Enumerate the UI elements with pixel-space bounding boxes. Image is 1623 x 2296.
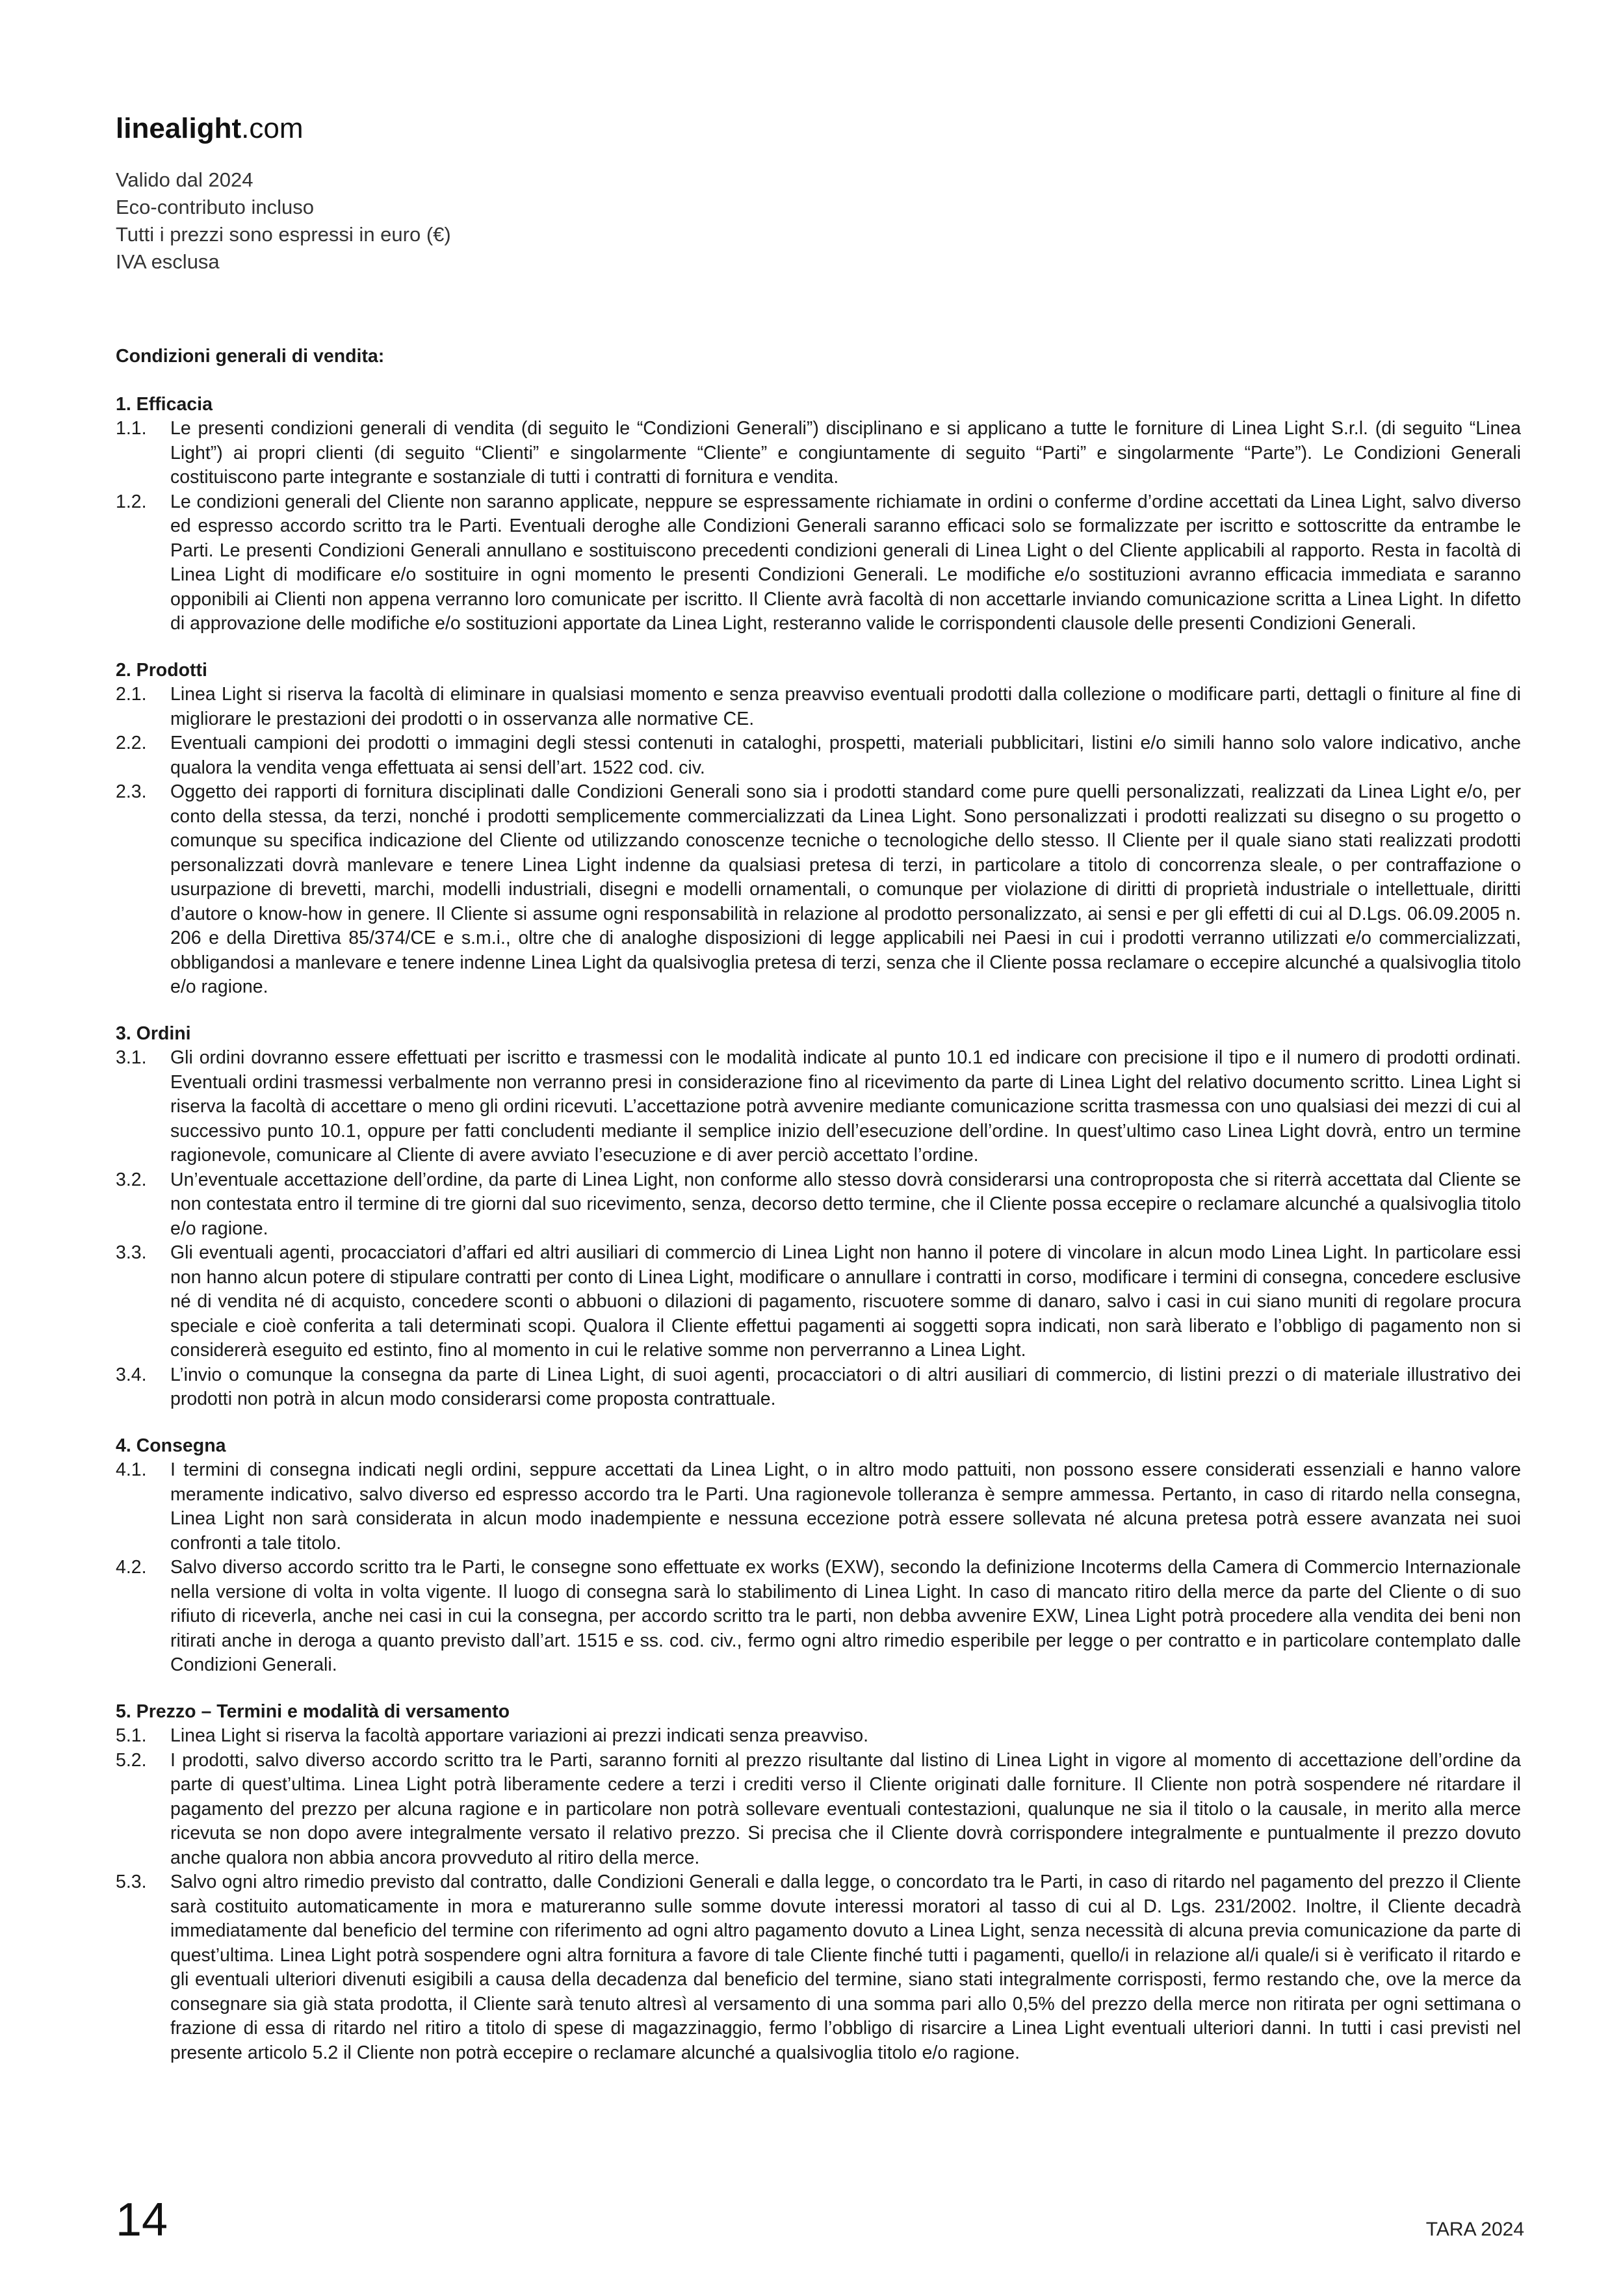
clause-number: 3.3. xyxy=(116,1242,147,1263)
clause-number: 4.2. xyxy=(116,1557,147,1578)
clause xyxy=(116,417,1521,490)
section-prezzo xyxy=(116,1700,1521,2066)
clause-text: Le condizioni generali del Cliente non saranno applicate, neppure se espressamente richiamate in ordini o conferme d’ordine accettati da Linea Light, salvo diverso ed espresso accordo scritto tra le Parti. Eventuali deroghe alle Condizioni Generali saranno efficaci solo se formalizzate per iscritto e sottoscritte da entrambe le Parti. Le presenti Condizioni Generali annullano e sostituiscono precedenti condizioni generali di Linea Light o del Cliente applicabili al rapporto. Resta in facoltà di Linea Light di modificare e/o sostituire in ogni momento le presenti Condizioni Generali. Le modifiche e/o sostituzioni avranno efficacia immediata e saranno opponibili ai Clienti non appena verranno loro comunicate per iscritto. Il Cliente avrà facoltà di non accettarle inviando comunicazione scritta a Linea Light. In difetto di approvazione delle modifiche e/o sostituzioni apportate da Linea Light, resteranno valide le corrispondenti clausole delle presenti Condizioni Generali. xyxy=(170,491,1521,634)
clause xyxy=(116,1363,1521,1412)
clause-number: 3.1. xyxy=(116,1047,147,1068)
clause xyxy=(116,1241,1521,1363)
clause xyxy=(116,1724,1521,1749)
section-title: 1. Efficacia xyxy=(116,393,213,415)
clause xyxy=(116,1046,1521,1168)
clause xyxy=(116,1168,1521,1242)
clause-number: 1.2. xyxy=(116,491,147,512)
clause-text: Un’eventuale accettazione dell’ordine, da parte di Linea Light, non conforme allo stesso dovrà considerarsi una controproposta che si riterrà accettata dal Cliente se non contestata entro il termine di tre giorni dal suo ricevimento, senza, decorso detto termine, che il Cliente possa eccepire o reclamare alcunché a qualsivoglia titolo e/o ragione. xyxy=(170,1169,1521,1239)
clause-number: 5.2. xyxy=(116,1749,147,1771)
clause-number: 4.1. xyxy=(116,1459,147,1480)
section-efficacia xyxy=(116,393,1521,636)
clause-text: L’invio o comunque la consegna da parte di Linea Light, di suoi agenti, procacciatori o di altri ausiliari di commercio, di listini prezzi o di materiale illustrativo dei prodotti non potrà in alcun modo considerarsi come proposta contrattuale. xyxy=(170,1364,1521,1409)
clause-text: Oggetto dei rapporti di fornitura disciplinati dalle Condizioni Generali sono sia i prodotti standard come pure quelli personalizzati, realizzati da Linea Light e/o, per conto della stessa, da terzi, nonché i prodotti semplicemente commercializzati da Linea Light. Sono personalizzati i prodotti realizzati su disegno o su progetto o comunque su specifica indicazione del Cliente od utilizzando conoscenze tecniche o tecnologiche dello stesso. Il Cliente per il quale siano stati realizzati prodotti personalizzati dovrà manlevare e tenere Linea Light indenne da qualsiasi pretesa di terzi, in particolare a titolo di concorrenza sleale, o per contraffazione o usurpazione di brevetti, marchi, modelli industriali, disegni e modelli ornamentali, o comunque per violazione di diritti di proprietà industriale o intellettuale, diritti d’autore o know-how in genere. Il Cliente si assume ogni responsabilità in relazione al prodotto personalizzato, ai sensi e per gli effetti di cui al D.Lgs. 06.09.2005 n. 206 e della Direttiva 85/374/CE e s.m.i., oltre che di analoghe disposizioni di legge applicabili nei Paesi in cui i prodotti verranno utilizzati e/o commercializzati, obbligandosi a manlevare e tenere indenne Linea Light da qualsivoglia pretesa di terzi, senza che il Cliente possa reclamare o eccepire alcunché a qualsivoglia titolo e/o ragione. xyxy=(170,781,1521,997)
clause-number: 2.1. xyxy=(116,684,147,705)
clause-number: 2.2. xyxy=(116,733,147,753)
price-info xyxy=(116,166,451,276)
section-title: 4. Consegna xyxy=(116,1435,226,1456)
clause xyxy=(116,731,1521,780)
clause-text: Le presenti condizioni generali di vendita (di seguito le “Condizioni Generali”) disciplinano e si applicano a tutte le forniture di Linea Light S.r.l. (di seguito “Linea Light”) ai propri clienti (di seguito “Clienti” e singolarmente “Cliente” e congiuntamente di seguito “Parti” e singolarmente “Parte”). Le Condizioni Generali costituiscono parte integrante e sostanziale di tutti i contratti di fornitura e vendita. xyxy=(170,418,1521,488)
clause-text: Linea Light si riserva la facoltà di eliminare in qualsiasi momento e senza preavviso eventuali prodotti dalla collezione o modificare parti, dettagli o finiture al fine di migliorare le prestazioni dei prodotti o in osservanza alle normative CE. xyxy=(170,684,1521,729)
clause-text: Gli ordini dovranno essere effettuati per iscritto e trasmessi con le modalità indicate al punto 10.1 ed indicare con precisione il tipo e il numero di prodotti ordinati. Eventuali ordini trasmessi verbalmente non verranno presi in considerazione fino al ricevimento da parte di Linea Light del relativo documento scritto. Linea Light si riserva la facoltà di accettare o meno gli ordini ricevuti. L’accettazione potrà avvenire mediante comunicazione scritta trasmessa con uno qualsiasi dei mezzi di cui al successivo punto 10.1, oppure per fatti concludenti mediante il semplice inizio dell’esecuzione dell’ordine. In quest’ultimo caso Linea Light dovrà, entro un termine ragionevole, comunicare al Cliente di avere avviato l’esecuzione e di aver perciò accettato l’ordine. xyxy=(170,1047,1521,1166)
clause-number: 2.3. xyxy=(116,781,147,802)
page-number: 14 xyxy=(116,2194,168,2246)
section-title: 3. Ordini xyxy=(116,1023,191,1044)
document-body xyxy=(116,345,1521,2087)
clause xyxy=(116,1870,1521,2065)
clause-text: Salvo ogni altro rimedio previsto dal contratto, dalle Condizioni Generali e dalla legge, o concordato tra le Parti, in caso di ritardo nel pagamento del prezzo il Cliente sarà costituito automaticamente in mora e matureranno sulle somme dovute interessi moratori al tasso di cui al D. Lgs. 231/2002. Inoltre, il Cliente decadrà immediatamente dal beneficio del termine con riferimento ad ogni altro pagamento dovuto a Linea Light, senza necessità di alcuna previa comunicazione da parte di quest’ultima. Linea Light potrà sospendere ogni altra fornitura a favore di tale Cliente finché tutti i pagamenti, quello/i in relazione al/i quale/i si è verificato il ritardo e gli eventuali ulteriori divenuti esigibili a causa della decadenza dal beneficio del termine, siano stati integralmente corrisposti, fermo restando che, ove la merce da consegnare sia già stata prodotta, il Cliente sarà tenuto altresì al versamento di una somma pari allo 0,5% del prezzo della merce non ritirata per ogni settimana o frazione di essa di ritardo nel ritiro a titolo di spese di magazzinaggio, fermo l’obbligo di risarcire a Linea Light eventuali ulteriori danni. In tutti i casi previsti nel presente articolo 5.2 il Cliente non potrà eccepire o reclamare alcunché a qualsivoglia titolo e/o ragione. xyxy=(170,1872,1521,2063)
info-line: Valido dal 2024 xyxy=(116,168,253,191)
clause xyxy=(116,1458,1521,1556)
info-line: IVA esclusa xyxy=(116,250,220,273)
section-title: 5. Prezzo – Termini e modalità di versamento xyxy=(116,1701,510,1722)
clause xyxy=(116,683,1521,731)
clause-text: Salvo diverso accordo scritto tra le Parti, le consegne sono effettuate ex works (EXW), secondo la definizione Incoterms della Camera di Commercio Internazionale nella versione di volta in volta vigente. Il luogo di consegna sarà lo stabilimento di Linea Light. In caso di mancato ritiro della merce da parte del Cliente o di suo rifiuto di riceverla, anche nei casi in cui la consegna, per accordo scritto tra le parti, non debba avvenire EXW, Linea Light potrà procedere alla vendita dei beni non ritirati anche in deroga a quanto previsto dall’art. 1515 e ss. cod. civ., fermo ogni altro rimedio esperibile per legge o per contratto e in particolare contemplato dalle Condizioni Generali. xyxy=(170,1557,1521,1675)
document-title: Condizioni generali di vendita: xyxy=(116,346,385,367)
brand-bold: linealight xyxy=(116,112,242,144)
brand-logo xyxy=(116,111,303,147)
clause xyxy=(116,780,1521,1000)
clause-number: 3.4. xyxy=(116,1364,147,1385)
clause-text: Eventuali campioni dei prodotti o immagini degli stessi contenuti in cataloghi, prospetti, materiali pubblicitari, listini e/o simili hanno solo valore indicativo, anche qualora la vendita venga effettuata ai sensi dell’art. 1522 cod. civ. xyxy=(170,733,1521,778)
clause-number: 5.3. xyxy=(116,1872,147,1892)
clause-text: I termini di consegna indicati negli ordini, seppure accettati da Linea Light, o in altro modo pattuiti, non possono essere considerati essenziali e hanno valore meramente indicativo, salvo diverso ed espresso accordo tra le Parti. Una ragionevole tolleranza è sempre ammessa. Pertanto, in caso di ritardo nella consegna, Linea Light non sarà considerata in alcun modo inadempiente e nessuna eccezione potrà essere sollevata né alcuna pretesa potrà essere avanzata nei suoi confronti a tale titolo. xyxy=(170,1459,1521,1554)
clause xyxy=(116,1556,1521,1678)
clause xyxy=(116,1749,1521,1871)
clause-number: 3.2. xyxy=(116,1169,147,1190)
section-ordini xyxy=(116,1022,1521,1412)
clause-number: 5.1. xyxy=(116,1725,147,1746)
clause xyxy=(116,490,1521,636)
info-line: Tutti i prezzi sono espressi in euro (€) xyxy=(116,223,451,246)
section-consegna xyxy=(116,1434,1521,1678)
catalog-label: TARA 2024 xyxy=(1425,2219,1524,2240)
clause-text: Gli eventuali agenti, procacciatori d’affari ed altri ausiliari di commercio di Linea Light non hanno il potere di vincolare in alcun modo Linea Light. In particolare essi non hanno alcun potere di stipulare contratti per conto di Linea Light, modificare o annullare i contratti in corso, modificare i termini di consegna, concedere esclusive né di vendita né di acquisto, concedere sconti o abbuoni o dilazioni di pagamento, riscuotere somme di danaro, salvo i casi in cui siano muniti di regolare procura speciale e cioè conferita a tali determinati scopi. Qualora il Cliente effettui pagamenti ai soggetti sopra indicati, non sarà liberato e l’obbligo di pagamento non si considererà eseguito ed estinto, fino al momento in cui le relative somme non perverranno a Linea Light. xyxy=(170,1242,1521,1361)
clause-text: Linea Light si riserva la facoltà apportare variazioni ai prezzi indicati senza preavviso. xyxy=(170,1725,869,1746)
clause-text: I prodotti, salvo diverso accordo scritto tra le Parti, saranno forniti al prezzo risultante dal listino di Linea Light in vigore al momento di accettazione dell’ordine da parte di quest’ultima. Linea Light potrà liberamente cedere a terzi i crediti verso il Cliente originati dalle forniture. Il Cliente non potrà sospendere né ritardare il pagamento del prezzo per alcuna ragione e in particolare non potrà sollevare eventuali contestazioni, qualunque ne sia il titolo o la causale, in merito alla merce ricevuta se non dopo avere integralmente versato il relativo prezzo. Si precisa che il Cliente dovrà corrispondere integralmente e puntualmente il prezzo dovuto anche qualora non abbia ancora provveduto al ritiro della merce. xyxy=(170,1749,1521,1868)
info-line: Eco-contributo incluso xyxy=(116,196,314,218)
section-prodotti xyxy=(116,659,1521,1000)
clause-number: 1.1. xyxy=(116,418,147,439)
section-title: 2. Prodotti xyxy=(116,659,207,681)
brand-domain: .com xyxy=(241,112,304,144)
